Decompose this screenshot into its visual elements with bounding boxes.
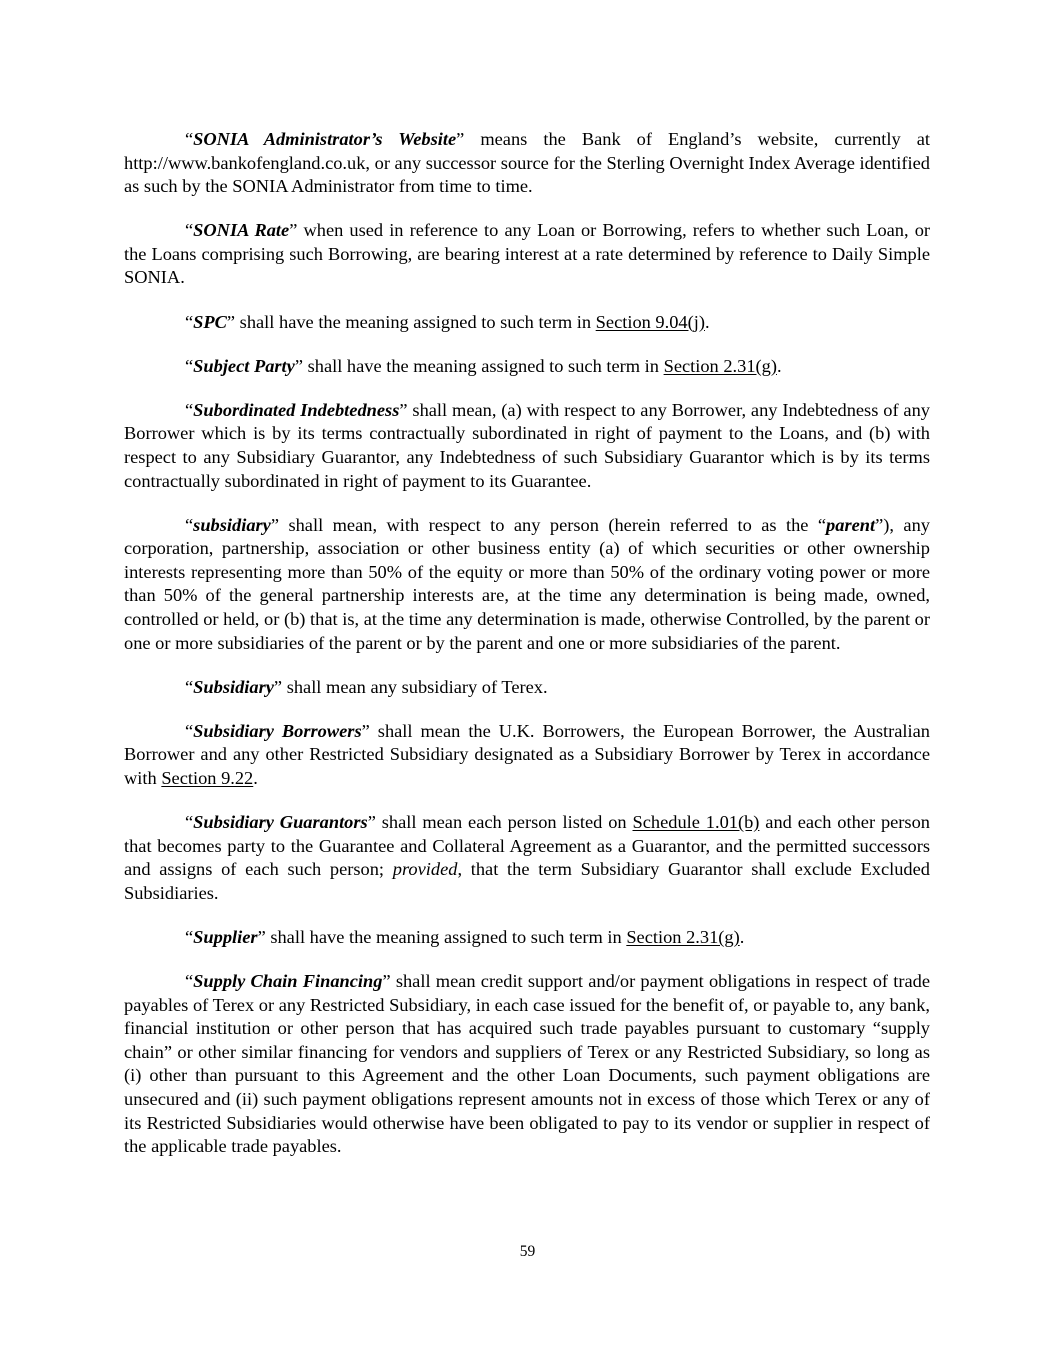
- definition-supply-chain-financing: “Supply Chain Financing” shall mean credit support and/or payment obligations in respect of trade payables of Terex or any Restricted Subsidiary, in each case issued for the benefit of, or payable to, any bank, financial institution or other person that has acquired such trade payables pursuant to customary “supply chain” or other similar financing for vendors and suppliers of Terex or any Restricted Subsidiary, so long as (i) other than pursuant to this Agreement and the other Loan Documents, such payment obligations are unsecured and (ii) such payment obligations represent amounts not in excess of those which Terex or any of its Restricted Subsidiaries would otherwise have been obligated to pay to its vendor or supplier in respect of the applicable trade payables.: [124, 971, 930, 1157]
- defined-term: SONIA Administrator’s Website: [193, 129, 457, 149]
- defined-term: Subordinated Indebtedness: [193, 399, 400, 420]
- definition-sonia-administrators-website: “SONIA Administrator’s Website” means the Bank of England’s website, currently at http://www.bankofengland.co.uk, or any successor source for the Sterling Overnight Index Average identified as such by the SONIA Administrator from time to time.: [124, 129, 930, 197]
- definition-text: means the Bank of England’s website, currently at http://www.bankofengland.co.uk, or any successor source for the Sterling Overnight Index Average identified as such by the SONIA Administrator from time to time.: [124, 129, 930, 197]
- definition-subsidiary-borrowers: “Subsidiary Borrowers” shall mean the U.K. Borrowers, the European Borrower, the Australian Borrower and any other Restricted Subsidiary designated as a Subsidiary Borrower by Terex in accordance with Section 9.22.: [124, 720, 931, 788]
- definition-text-end: .: [253, 767, 258, 788]
- defined-term: Subsidiary Guarantors: [193, 812, 368, 833]
- definition-text: shall mean the U.K. Borrowers, the European Borrower, the Australian Borrower and any other Restricted Subsidiary designated as a Subsidiary Borrower by Terex in accordance with: [124, 720, 931, 788]
- definition-spc: “SPC” shall have the meaning assigned to such term in Section 9.04(j).: [185, 311, 710, 332]
- section-reference: Section 2.31(g): [626, 926, 740, 947]
- document-page: [124, 128, 930, 1179]
- defined-term: Supplier: [193, 926, 258, 947]
- defined-term: subsidiary: [193, 514, 271, 535]
- definition-text-end: .: [704, 311, 710, 332]
- italic-word: provided: [392, 859, 458, 880]
- definition-subsidiary-guarantors: “Subsidiary Guarantors” shall mean each person listed on Schedule 1.01(b) and each other person that becomes party to the Guarantee and Collateral Agreement as a Guarantor, and the permitted successors and assigns of each such person; provided, that the term Subsidiary Guarantor shall exclude Excluded Subsidiaries.: [124, 812, 930, 903]
- definition-sonia-rate: “SONIA Rate” when used in reference to any Loan or Borrowing, refers to whether such Loan, or the Loans comprising such Borrowing, are bearing interest at a rate determined by reference to Daily Simple SONIA.: [124, 220, 931, 288]
- section-reference: Section 9.22: [161, 767, 254, 788]
- definition-text: shall mean each person listed on: [381, 812, 627, 833]
- definition-text-end: .: [776, 355, 782, 376]
- defined-term: Subject Party: [193, 355, 295, 376]
- defined-term: Supply Chain Financing: [193, 971, 383, 992]
- definition-subordinated-indebtedness: “Subordinated Indebtedness” shall mean, (a) with respect to any Borrower, any Indebtedness of any Borrower which is by its terms contractually subordinated in right of payment to the Loans, and (b) with respect to any Subsidiary Guarantor, any Indebtedness of such Subsidiary Guarantor which is by its terms contractually subordinated in right of payment to its Guarantee.: [124, 399, 930, 491]
- definition-text: shall have the meaning assigned to such term in: [239, 311, 592, 332]
- definition-text-end: , that the term Subsidiary Guarantor shall exclude Excluded Subsidiaries.: [124, 859, 930, 903]
- definition-subsidiary-lowercase: “subsidiary” shall mean, with respect to any person (herein referred to as the “parent”), any corporation, partnership, association or other business entity (a) of which securities or other ownership interests representing more than 50% of the equity or more than 50% of the ordinary voting power or more than 50% of the general partnership interests are, at the time any determination is being made, owned, controlled or held, or (b) that is, at the time any determination is made, otherwise Controlled, by the parent or one or more subsidiaries of the parent or by the parent and one or more subsidiaries of the parent.: [124, 514, 930, 653]
- defined-term: SPC: [193, 311, 227, 332]
- defined-term: Subsidiary: [193, 676, 274, 697]
- definition-text-end: .: [739, 926, 745, 947]
- section-reference: Section 9.04(j): [595, 311, 705, 332]
- definition-text: shall have the meaning assigned to such term in: [307, 355, 659, 376]
- definition-text-end: ”), any corporation, partnership, association or other business entity (a) of which securities or other ownership interests representing more than 50% of the equity or more than 50% of the ordinary voting power or more than 50% of the general partnership interests are, at the time any determination is being made, owned, controlled or held, or (b) that is, at the time any determination is made, otherwise Controlled, by the parent or one or more subsidiaries of the parent or by the parent and one or more subsidiaries of the parent.: [124, 514, 930, 653]
- definition-text-middle: and each other person that becomes party to the Guarantee and Collateral Agreement as a Guarantor, and the permitted successors and assigns of each such person;: [124, 812, 930, 880]
- definition-text: shall mean any subsidiary of Terex.: [286, 676, 548, 697]
- page-number: 59: [519, 1243, 536, 1260]
- defined-term: SONIA Rate: [193, 220, 290, 241]
- definition-text: when used in reference to any Loan or Borrowing, refers to whether such Loan, or the Loans comprising such Borrowing, are bearing interest at a rate determined by reference to Daily Simple SONIA.: [124, 220, 931, 288]
- defined-term: Subsidiary Borrowers: [193, 720, 362, 741]
- inner-defined-term: parent: [826, 514, 876, 535]
- definition-text: shall mean, with respect to any person (herein referred to as the “: [288, 514, 827, 535]
- definition-text: shall mean, (a) with respect to any Borrower, any Indebtedness of any Borrower which is by its terms contractually subordinated in right of payment to the Loans, and (b) with respect to any Subsidiary Guarantor, any Indebtedness of such Subsidiary Guarantor which is by its terms contractually subordinated in right of payment to its Guarantee.: [124, 399, 930, 491]
- definition-subsidiary: “Subsidiary” shall mean any subsidiary of Terex.: [185, 676, 548, 697]
- definition-text: shall have the meaning assigned to such term in: [270, 926, 622, 947]
- section-reference: Section 2.31(g): [663, 355, 777, 376]
- schedule-reference: Schedule 1.01(b): [632, 812, 760, 833]
- definition-supplier: “Supplier” shall have the meaning assigned to such term in Section 2.31(g).: [185, 926, 745, 947]
- definition-text: shall mean credit support and/or payment obligations in respect of trade payables of Terex or any Restricted Subsidiary, in each case issued for the benefit of, or payable to, any bank, financial institution or other person that has acquired such trade payables pursuant to customary “supply chain” or other similar financing for vendors and suppliers of Terex or any Restricted Subsidiary, so long as (i) other than pursuant to this Agreement and the other Loan Documents, such payment obligations are unsecured and (ii) such payment obligations represent amounts not in excess of those which Terex or any of its Restricted Subsidiaries would otherwise have been obligated to pay to its vendor or supplier in respect of the applicable trade payables.: [124, 971, 930, 1157]
- definition-subject-party: “Subject Party” shall have the meaning assigned to such term in Section 2.31(g).: [185, 355, 782, 376]
